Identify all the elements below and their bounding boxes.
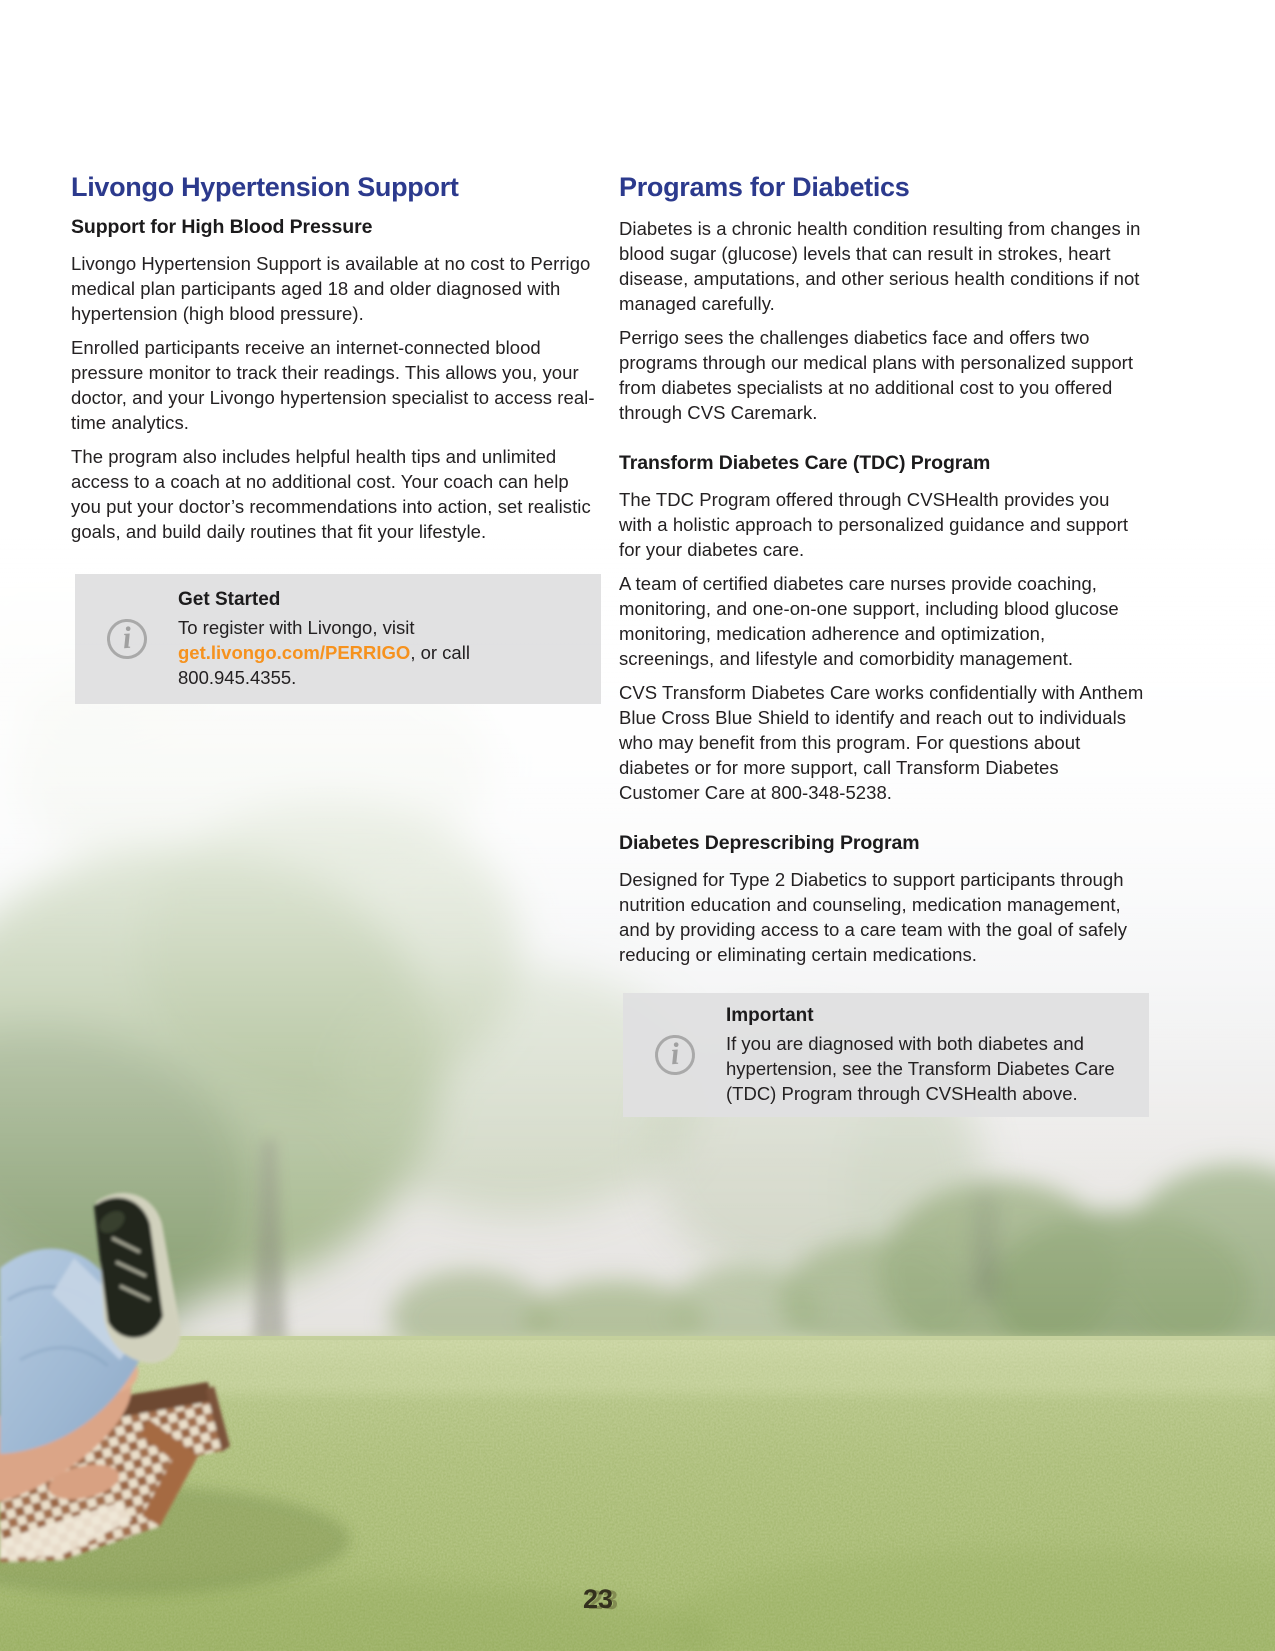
paragraph: CVS Transform Diabetes Care works confidentially with Anthem Blue Cross Blue Shield to identify and reach out to individuals who may benefit from this program. For questions about diabetes or for more support, call Transform Diabetes Customer Care at 800-348-5238.	[619, 682, 1144, 803]
right-column	[619, 172, 1144, 1117]
info-icon: i	[105, 617, 148, 660]
subheading-deprescribing-program: Diabetes Deprescribing Program	[619, 832, 920, 854]
info-box-text	[178, 615, 583, 690]
get-started-info-box	[75, 574, 601, 704]
subheading-high-blood-pressure: Support for High Blood Pressure	[71, 216, 373, 238]
info-box-title: Important	[726, 1005, 814, 1026]
important-info-box	[623, 993, 1149, 1117]
info-box-title: Get Started	[178, 589, 281, 610]
paragraph: Perrigo sees the challenges diabetics face and offers two programs through our medical plans with personalized support from diabetes specialists at no additional cost to you offered through CVS Caremark.	[619, 327, 1134, 423]
paragraph: Livongo Hypertension Support is available at no cost to Perrigo medical plan participants aged 18 and older diagnosed with hypertension (high blood pressure).	[71, 253, 591, 324]
info-box-body	[178, 587, 583, 690]
section-heading-diabetics: Programs for Diabetics	[619, 172, 910, 202]
page-number: 23	[583, 1584, 614, 1614]
paragraph: The TDC Program offered through CVSHealth provides you with a holistic approach to personalized guidance and support for your diabetes care.	[619, 489, 1129, 560]
info-icon-column	[623, 1035, 726, 1075]
info-box-text: If you are diagnosed with both diabetes and hypertension, see the Transform Diabetes Care (TDC) Program through CVSHealth above.	[726, 1033, 1115, 1104]
paragraph: Enrolled participants receive an internet-connected blood pressure monitor to track their readings. This allows you, your doctor, and your Livongo hypertension specialist to access real-time analytics.	[71, 337, 595, 433]
livongo-registration-link[interactable]: get.livongo.com/PERRIGO	[178, 642, 411, 663]
page-content	[71, 172, 1143, 1117]
paragraph: A team of certified diabetes care nurses provide coaching, monitoring, and one-on-one support, including blood glucose monitoring, medication adherence and optimization, screenings, and lifestyle and comorbidity management.	[619, 573, 1119, 669]
paragraph: Designed for Type 2 Diabetics to support participants through nutrition education and counseling, medication management, and by providing access to a care team with the goal of safely reducing or eliminating certain medications.	[619, 869, 1128, 965]
paragraph: The program also includes helpful health tips and unlimited access to a coach at no additional cost. Your coach can help you put your doctor’s recommendations into action, set realistic goals, and build daily routines that fit your lifestyle.	[71, 446, 591, 542]
info-icon: i	[653, 1033, 696, 1076]
paragraph: Diabetes is a chronic health condition resulting from changes in blood sugar (glucose) levels that can result in strokes, heart disease, amputations, and other serious health conditions if not managed carefully.	[619, 218, 1141, 314]
info-icon-column	[75, 619, 178, 659]
section-heading-livongo: Livongo Hypertension Support	[71, 172, 459, 202]
text-before-link: To register with Livongo, visit	[178, 617, 415, 638]
info-box-body	[726, 1003, 1133, 1106]
text-after-link: , or call 800.945.4355.	[178, 642, 470, 688]
subheading-tdc-program: Transform Diabetes Care (TDC) Program	[619, 452, 991, 474]
left-column	[71, 172, 596, 1117]
